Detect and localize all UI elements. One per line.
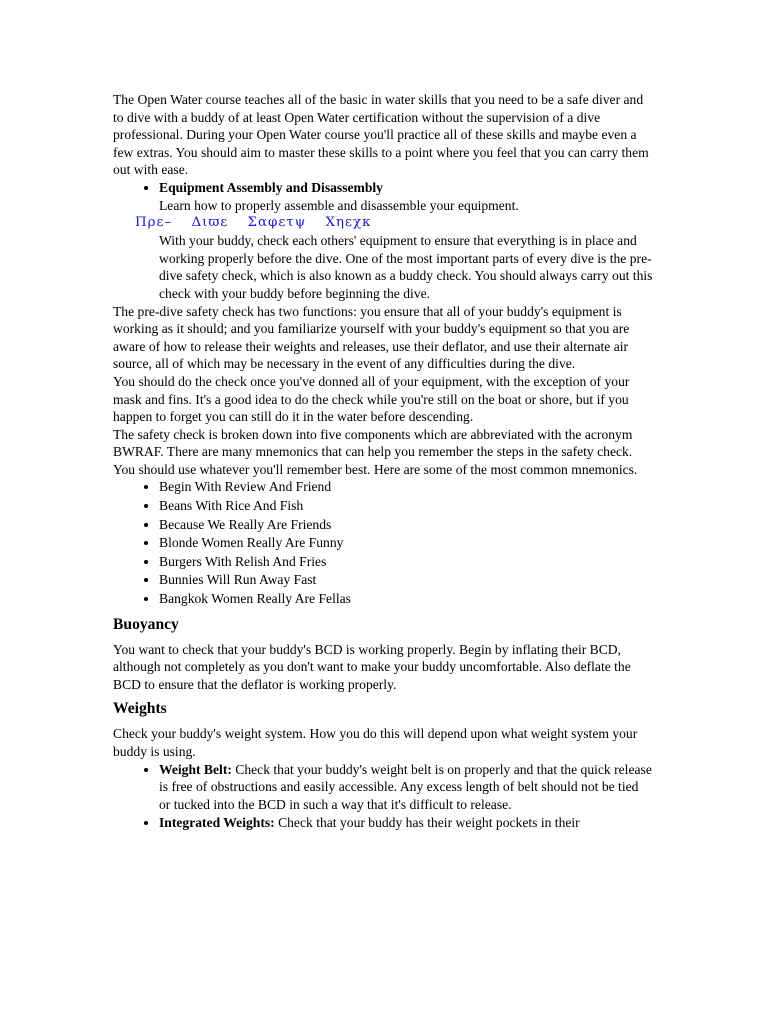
predive-heading: Πρε– Διϖε Σαφετψ Χηεχκ xyxy=(135,215,372,231)
weights-list xyxy=(113,761,653,832)
list-item: • Blonde Women Really Are Funny xyxy=(159,534,653,553)
intro-paragraph: The Open Water course teaches all of the basic in water skills that you need to be a safe diver and to dive with a buddy of at least Open Water certification without the supervision of a dive professional. During your Open Water course you'll practice all of these skills and maybe even a few extras. You should aim to master these skills to a point where you feel that you can carry them out with ease. xyxy=(113,92,649,178)
buoyancy-heading: Buoyancy xyxy=(113,615,179,633)
document-body xyxy=(113,91,653,832)
list-item: • Bangkok Women Really Are Fellas xyxy=(159,590,653,609)
equipment-list xyxy=(113,179,653,197)
mnemonics-list xyxy=(113,478,653,608)
list-item xyxy=(159,179,653,197)
list-item: • Burgers With Relish And Fries xyxy=(159,553,653,572)
weight-belt-label: Weight Belt: xyxy=(159,761,232,777)
integrated-weights-text: Check that your buddy has their weight pockets in their xyxy=(274,815,580,831)
equipment-title: Equipment Assembly and Disassembly xyxy=(159,179,383,195)
list-item xyxy=(159,814,653,832)
weight-belt-text: Check that your buddy's weight belt is on properly and that the quick release is free of obstructions and easily accessible. Any excess length of belt should not be tied or tucked into the BCD in such a way that it's difficult to release. xyxy=(159,761,652,812)
weights-paragraph: Check your buddy's weight system. How you do this will depend upon what weight system your buddy is using. xyxy=(113,726,638,759)
functions-paragraph: The pre-dive safety check has two functions: you ensure that all of your buddy's equipment is working as it should; and you familiarize yourself with your buddy's equipment so that you are aware of how to release their weights and releases, use their deflator, and use their alternate air source, all of which may be necessary in the event of any difficulties during the dive. xyxy=(113,303,630,372)
list-item: • Because We Really Are Friends xyxy=(159,516,653,535)
equipment-description: Learn how to properly assemble and disassemble your equipment. xyxy=(159,197,519,213)
integrated-weights-label: Integrated Weights: xyxy=(159,815,275,831)
list-item: • Bunnies Will Run Away Fast xyxy=(159,571,653,590)
buoyancy-paragraph: You want to check that your buddy's BCD is working properly. Begin by inflating their BCD, although not completely as you don't want to make your buddy uncomfortable. Also deflate the BCD to ensure that the deflator is working properly. xyxy=(113,641,631,692)
list-item xyxy=(159,761,653,814)
bwraf-paragraph: The safety check is broken down into five components which are abbreviated with the acronym BWRAF. There are many mnemonics that can help you remember the steps in the safety check. You should use whatever you'll remember best. Here are some of the most common mnemonics. xyxy=(113,426,638,477)
predive-description: With your buddy, check each others' equipment to ensure that everything is in place and working properly before the dive. One of the most important parts of every dive is the pre-dive safety check, which is also known as a buddy check. You should always carry out this check with your buddy before beginning the dive. xyxy=(159,233,653,301)
list-item: • Beans With Rice And Fish xyxy=(159,497,653,516)
weights-heading: Weights xyxy=(113,700,167,718)
timing-paragraph: You should do the check once you've donned all of your equipment, with the exception of your mask and fins. It's a good idea to do the check while you're still on the boat or shore, but if you happen to forget you can still do it in the water before descending. xyxy=(113,373,630,425)
list-item: • Begin With Review And Friend xyxy=(159,478,653,497)
